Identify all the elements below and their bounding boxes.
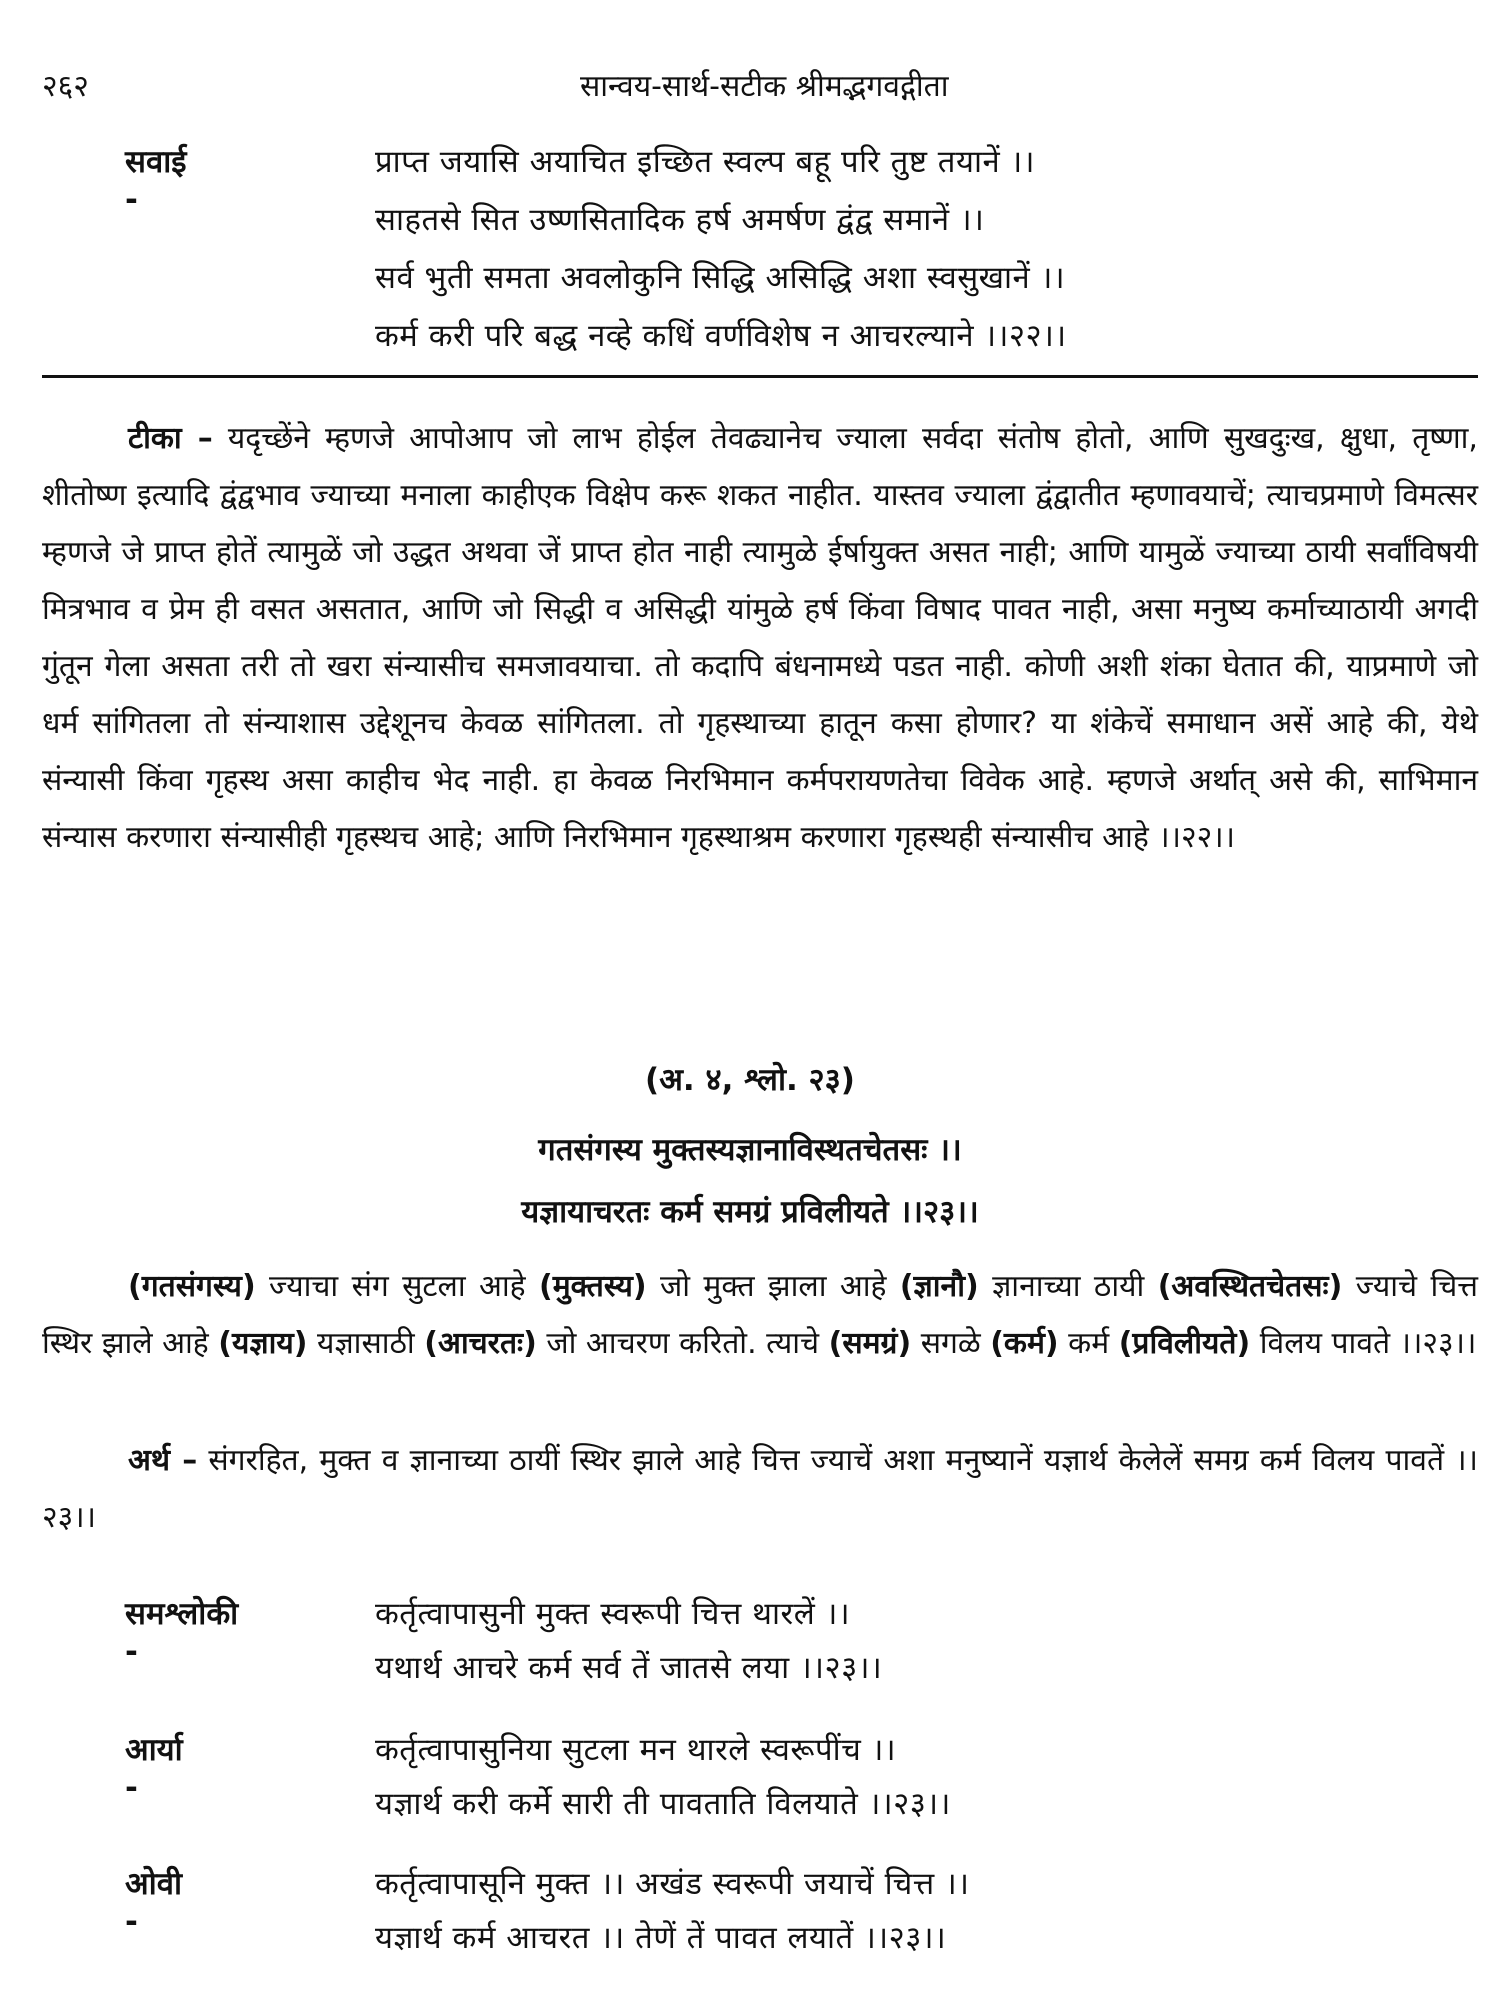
- samashloki-label: समश्लोकी -: [125, 1596, 239, 1670]
- running-title: सान्वय-सार्थ-सटीक श्रीमद्भगवद्गीता: [580, 69, 949, 104]
- anvaya-text: [42, 1269, 1478, 1361]
- anvaya-term: (ज्ञानौ): [899, 1269, 979, 1304]
- anvaya-term: (यज्ञाय): [218, 1326, 308, 1361]
- verse-line: प्राप्त जयासि अयाचित इच्छित स्वल्प बहू परि तुष्ट तयानें ।।: [375, 144, 1036, 180]
- anvaya-term: (गतसंगस्य): [128, 1269, 256, 1304]
- anvaya-meaning: यज्ञासाठी: [307, 1326, 425, 1361]
- verse-line: यज्ञार्थ करी कर्मे सारी ती पावताति विलयाते ।।२३।।: [375, 1786, 951, 1822]
- anvaya-meaning: जो मुक्त झाला आहे: [646, 1269, 900, 1304]
- verse-line: यथार्थ आचरे कर्म सर्व तें जातसे लया ।।२३।।: [375, 1650, 883, 1686]
- anvaya-meaning: ज्ञानाच्या ठायी: [978, 1269, 1158, 1304]
- arya-label: आर्या -: [125, 1732, 183, 1806]
- tika-text: यदृच्छेंने म्हणजे आपोआप जो लाभ होईल तेवढ्यानेच ज्याला सर्वदा संतोष होतो, आणि सुखदुःख, क्षुधा, तृष्णा, शीतोष्ण इत्यादि द्वंद्वभाव ज्याच्या मनाला काहीएक विक्षेप करू शकत नाहीत. यास्तव ज्याला द्वंद्वातीत म्हणावयाचें; त्याचप्रमाणे विमत्सर म्हणजे जे प्राप्त होतें त्यामुळें जो उद्धत अथवा जें प्राप्त होत नाही त्यामुळे ईर्षायुक्त असत नाही; आणि यामुळें ज्याच्या ठायी सर्वांविषयी मित्रभाव व प्रेम ही वसत असतात, आणि जो सिद्धी व असिद्धी यांमुळे हर्ष किंवा विषाद पावत नाही, असा मनुष्य कर्माच्याठायी अगदी गुंतून गेला असता तरी तो खरा संन्यासीच समजावयाचा. तो कदापि बंधनामध्ये पडत नाही. कोणी अशी शंका घेतात की, याप्रमाणे जो धर्म सांगितला तो संन्याशास उद्देशूनच केवळ सांगितला. तो गृहस्थाच्या हातून कसा होणार? या शंकेचें समाधान असें आहे की, येथे संन्यासी किंवा गृहस्थ असा काहीच भेद नाही. हा केवळ निरभिमान कर्मपरायणतेचा विवेक आहे. म्हणजे अर्थात् असे की, साभिमान संन्यास करणारा संन्यासीही गृहस्थच आहे; आणि निरभिमान गृहस्थाश्रम करणारा गृहस्थही संन्यासीच आहे ।।२२।।: [42, 421, 1478, 855]
- anvaya-meaning: जो आचरण करितो. त्याचे: [536, 1326, 829, 1361]
- artha-text: संगरहित, मुक्त व ज्ञानाच्या ठायीं स्थिर झाले आहे चित्त ज्याचें अशा मनुष्यानें यज्ञार्थ केलेलें समग्र कर्म विलय पावतें ।।२३।।: [42, 1443, 1478, 1535]
- ovi-label: ओवी -: [125, 1866, 182, 1940]
- verse-line: कर्तृत्वापासुनिया सुटला मन थारले स्वरूपींच ।।: [375, 1732, 897, 1768]
- anvaya-meaning: कर्म: [1058, 1326, 1119, 1361]
- anvaya-meaning: सगळे: [911, 1326, 991, 1361]
- verse-line: साहतसे सित उष्णसितादिक हर्ष अमर्षण द्वंद्व समानें ।।: [375, 202, 985, 238]
- verse-line: कर्तृत्वापासुनी मुक्त स्वरूपी चित्त थारलें ।।: [375, 1596, 851, 1632]
- artha-label: अर्थ –: [128, 1443, 198, 1478]
- page-number: २६२: [42, 69, 89, 104]
- anvaya-term: (समग्रं): [828, 1326, 912, 1361]
- savai-label: सवाई -: [125, 144, 187, 218]
- anvaya-term: (प्रविलीयते): [1118, 1326, 1251, 1361]
- anvaya-meaning: ज्याचे चित्त स्थिर झाले आहे: [42, 1269, 1479, 1361]
- section-divider: [42, 375, 1478, 378]
- anvaya-term: (कर्म): [990, 1326, 1059, 1361]
- anvaya-term: (मुक्तस्य): [539, 1269, 647, 1304]
- verse-line: सर्व भुती समता अवलोकुनि सिद्धि असिद्धि अशा स्वसुखानें ।।: [375, 260, 1066, 296]
- verse-line: यज्ञार्थ कर्म आचरत ।। तेणें तें पावत लयातें ।।२३।।: [375, 1920, 947, 1956]
- anvaya-term: (आचरतः): [424, 1326, 537, 1361]
- shloka-line-2: यज्ञायाचरतः कर्म समग्रं प्रविलीयते ।।२३।।: [521, 1194, 979, 1230]
- shloka-reference: (अ. ४, श्लो. २३): [645, 1062, 855, 1098]
- anvaya-paragraph: [42, 1258, 1478, 1372]
- anvaya-term: (अवस्थितचेतसः): [1157, 1269, 1343, 1304]
- shloka-line-1: गतसंगस्य मुक्तस्यज्ञानाविस्थतचेतसः ।।: [538, 1132, 962, 1168]
- tika-paragraph: [42, 410, 1478, 866]
- artha-paragraph: [42, 1432, 1478, 1546]
- verse-line: कर्म करी परि बद्ध नव्हे कधिं वर्णविशेष न आचरल्याने ।।२२।।: [375, 318, 1067, 354]
- verse-line: कर्तृत्वापासूनि मुक्त ।। अखंड स्वरूपी जयाचें चित्त ।।: [375, 1866, 970, 1902]
- anvaya-meaning: ज्याचा संग सुटला आहे: [255, 1269, 539, 1304]
- tika-label: टीका –: [128, 421, 213, 456]
- anvaya-meaning: विलय पावते ।।२३।।: [1250, 1326, 1477, 1361]
